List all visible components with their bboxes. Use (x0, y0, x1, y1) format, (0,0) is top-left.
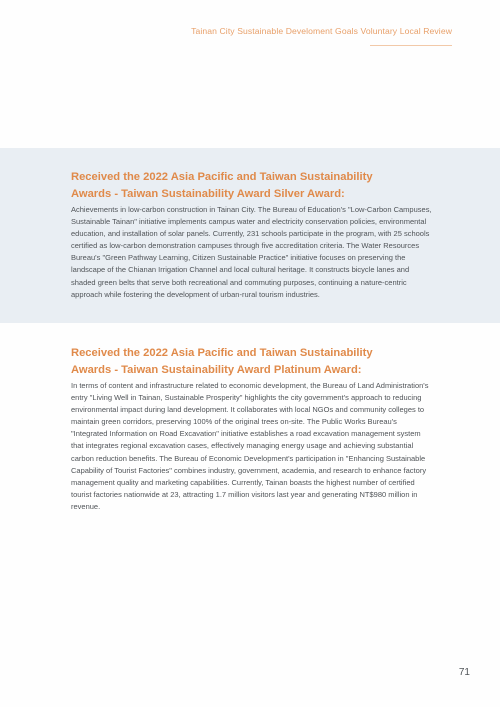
section-heading (71, 169, 433, 203)
award-section-silver (71, 169, 433, 301)
section-heading (71, 345, 433, 379)
header-divider (370, 45, 452, 46)
section-body-text: Achievements in low-carbon construction in Tainan City. The Bureau of Education's "Low-Carbon Campuses, Sustainable Tainan" initiative implements campus water and electricity conservation policies, environmental education, and installation of solar panels. Currently, 231 schools participate in the program, with 25 schools certified as low-carbon demonstration campuses through five accreditation criteria. The Water Resources Bureau's "Green Pathway Learning, Citizen Sustainable Practice" initiative focuses on preserving the landscape of the Chianan Irrigation Channel and local cultural heritage. It constructs bicycle lanes and shaded green belts that serve both recreational and commuting purposes, continuing a nature-centric approach while fostering the development of urban-rural tourism industries. (71, 205, 432, 299)
section-heading-line1: Received the 2022 Asia Pacific and Taiwan Sustainability (71, 171, 373, 183)
section-heading-line1: Received the 2022 Asia Pacific and Taiwan Sustainability (71, 347, 373, 359)
section-heading-line2: Awards - Taiwan Sustainability Award Platinum Award: (71, 364, 362, 376)
page-number: 71 (458, 667, 470, 678)
award-section-platinum (71, 345, 433, 513)
running-header-title: Tainan City Sustainable Develoment Goals Voluntary Local Review (191, 26, 452, 36)
section-heading-line2: Awards - Taiwan Sustainability Award Silver Award: (71, 188, 345, 200)
section-body-text: In terms of content and infrastructure related to economic development, the Bureau of Land Administration's entry "Living Well in Tainan, Sustainable Prosperity" highlights the city government's approach to reducing environmental impact during land development. It collaborates with local NGOs and community colleges to maintain green corridors, preserving 100% of the original trees on-site. The Public Works Bureau's "Integrated Information on Road Excavation" initiative establishes a road excavation management system that integrates regional excavation cases, effectively managing energy usage and achieving substantial carbon reduction benefits. The Bureau of Economic Development's participation in "Enhancing Sustainable Capability of Tourist Factories" combines industry, government, academia, and research to enhance factory management quality and marketing capabilities. Currently, Tainan boasts the highest number of certified tourist factories nationwide at 23, attracting 1.7 million visitors last year and generating NT$980 million in revenue. (71, 381, 429, 511)
